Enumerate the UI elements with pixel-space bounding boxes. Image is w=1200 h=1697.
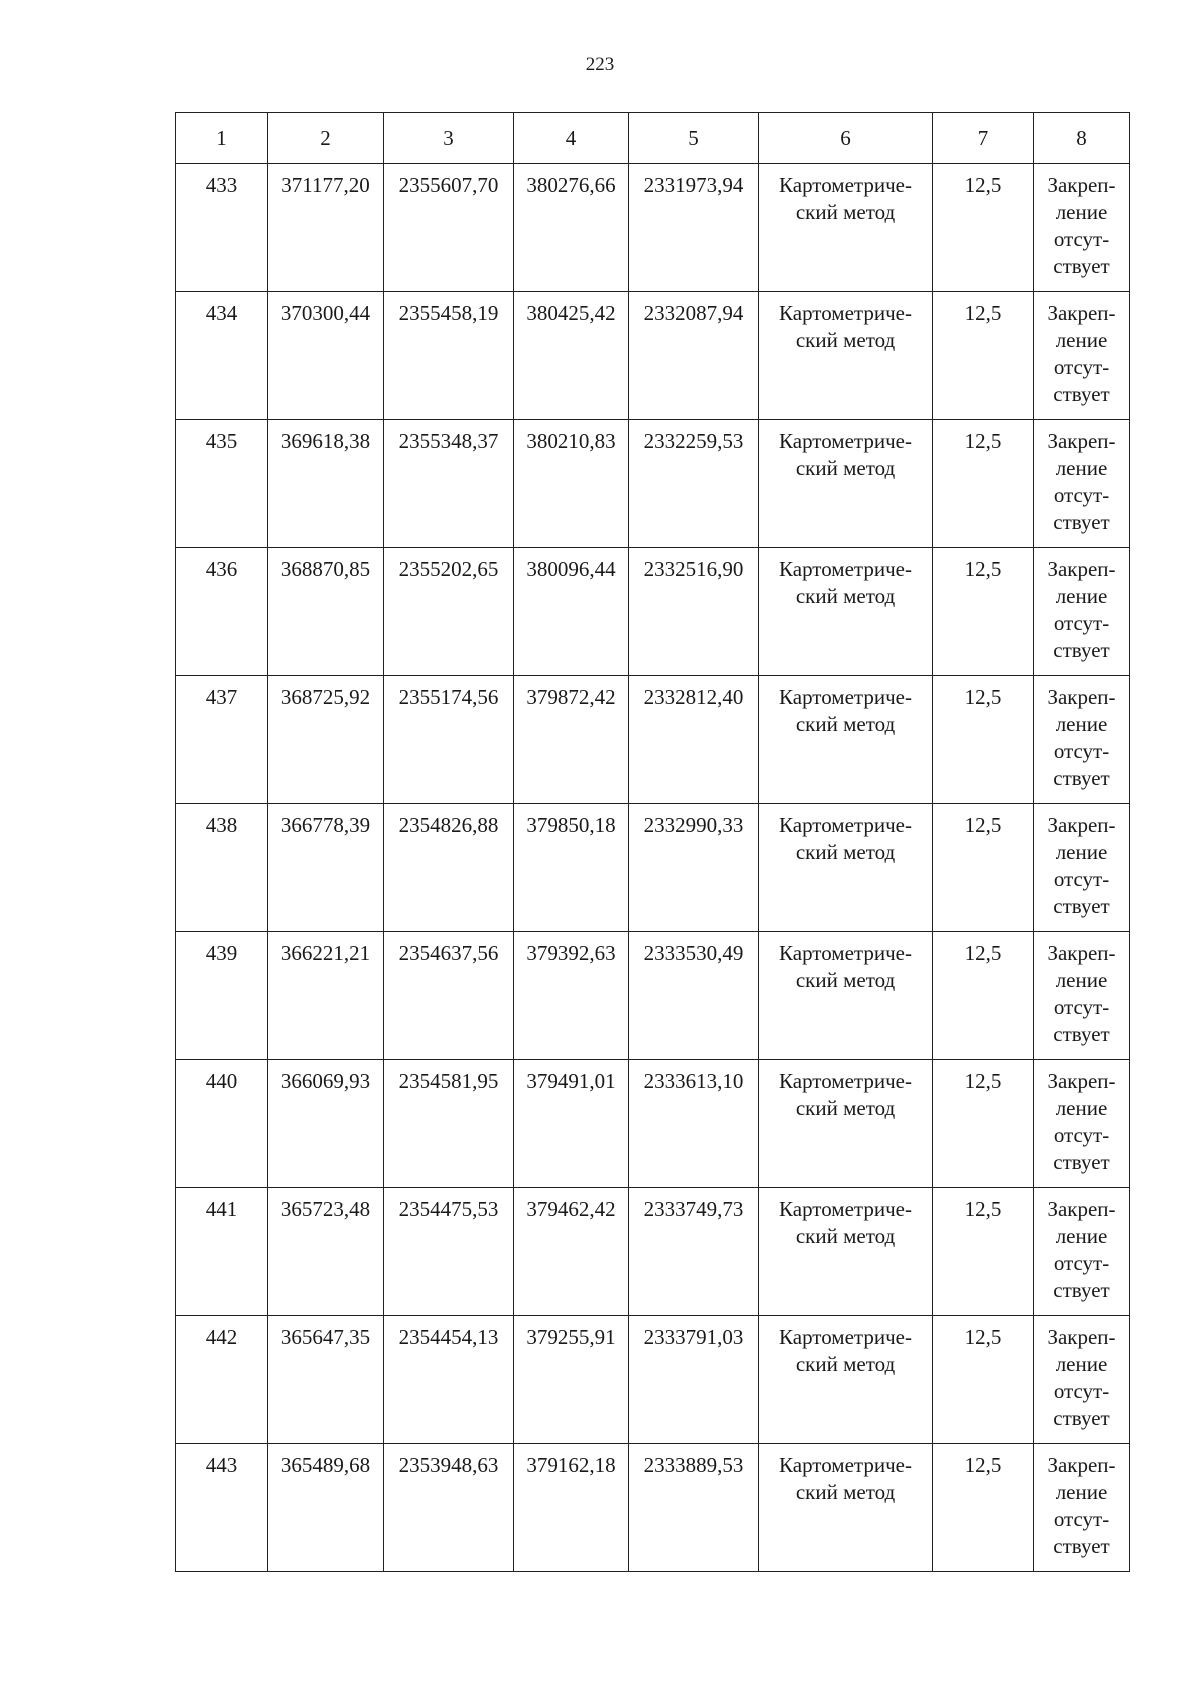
coord-y-new: 2333749,73 (629, 1188, 759, 1316)
coord-y-new: 2332259,53 (629, 420, 759, 548)
fixation-cell (1034, 1316, 1130, 1444)
fixation-cell (1034, 676, 1130, 804)
coord-x-new: 379491,01 (514, 1060, 629, 1188)
fixation-cell (1034, 1444, 1130, 1572)
fixation-cell-line: Закреп- (1047, 429, 1116, 453)
table-body (176, 164, 1130, 1572)
fixation-cell-line: Закреп- (1047, 941, 1116, 965)
table-row (176, 1188, 1130, 1316)
fixation-cell-line: отсут- (1053, 227, 1110, 251)
method-cell-line: Картометриче- (779, 1325, 912, 1349)
coord-x-old: 368725,92 (268, 676, 384, 804)
fixation-cell-line: отсут- (1053, 1507, 1110, 1531)
method-cell-line: ский метод (795, 456, 896, 480)
fixation-cell-line: Закреп- (1047, 1069, 1116, 1093)
method-cell (759, 676, 933, 804)
accuracy-cell: 12,5 (933, 676, 1034, 804)
method-cell-line: Картометриче- (779, 173, 912, 197)
fixation-cell (1034, 1188, 1130, 1316)
column-header-4: 4 (514, 113, 629, 164)
fixation-cell-line: отсут- (1053, 355, 1110, 379)
point-number: 439 (176, 932, 268, 1060)
coord-x-old: 366778,39 (268, 804, 384, 932)
coord-y-old: 2354637,56 (384, 932, 514, 1060)
method-cell-line: Картометриче- (779, 429, 912, 453)
accuracy-cell: 12,5 (933, 804, 1034, 932)
point-number: 436 (176, 548, 268, 676)
column-header-6: 6 (759, 113, 933, 164)
coord-y-new: 2332087,94 (629, 292, 759, 420)
coord-y-new: 2333791,03 (629, 1316, 759, 1444)
coord-x-old: 365647,35 (268, 1316, 384, 1444)
fixation-cell-line: ствует (1053, 510, 1110, 534)
coord-x-new: 380096,44 (514, 548, 629, 676)
header-row (176, 113, 1130, 164)
fixation-cell-line: ствует (1053, 1150, 1110, 1174)
method-cell-line: Картометриче- (779, 813, 912, 837)
accuracy-cell: 12,5 (933, 164, 1034, 292)
fixation-cell-line: ствует (1053, 1534, 1110, 1558)
column-header-7: 7 (933, 113, 1034, 164)
table-row (176, 932, 1130, 1060)
fixation-cell-line: отсут- (1053, 867, 1110, 891)
coord-y-new: 2333613,10 (629, 1060, 759, 1188)
table-row (176, 1444, 1130, 1572)
coord-y-new: 2332516,90 (629, 548, 759, 676)
fixation-cell-line: ление (1055, 712, 1108, 736)
coord-y-old: 2355348,37 (384, 420, 514, 548)
table-header (176, 113, 1130, 164)
fixation-cell-line: ление (1055, 1352, 1108, 1376)
point-number: 440 (176, 1060, 268, 1188)
method-cell-line: Картометриче- (779, 301, 912, 325)
coord-x-old: 366221,21 (268, 932, 384, 1060)
coord-x-old: 365489,68 (268, 1444, 384, 1572)
page-number: 223 (585, 54, 615, 75)
fixation-cell-line: Закреп- (1047, 685, 1116, 709)
fixation-cell-line: ствует (1053, 766, 1110, 790)
table-row (176, 804, 1130, 932)
fixation-cell-line: ствует (1053, 382, 1110, 406)
method-cell-line: ский метод (795, 1224, 896, 1248)
method-cell-line: ский метод (795, 968, 896, 992)
fixation-cell-line: отсут- (1053, 995, 1110, 1019)
fixation-cell-line: ствует (1053, 1278, 1110, 1302)
method-cell-line: Картометриче- (779, 1197, 912, 1221)
fixation-cell-line: ление (1055, 584, 1108, 608)
method-cell (759, 1316, 933, 1444)
table-row (176, 164, 1130, 292)
accuracy-cell: 12,5 (933, 1444, 1034, 1572)
fixation-cell-line: Закреп- (1047, 1197, 1116, 1221)
coord-x-new: 380276,66 (514, 164, 629, 292)
fixation-cell-line: Закреп- (1047, 1453, 1116, 1477)
coord-x-new: 379872,42 (514, 676, 629, 804)
fixation-cell (1034, 420, 1130, 548)
fixation-cell-line: Закреп- (1047, 1325, 1116, 1349)
fixation-cell-line: отсут- (1053, 1251, 1110, 1275)
fixation-cell-line: отсут- (1053, 739, 1110, 763)
accuracy-cell: 12,5 (933, 1316, 1034, 1444)
fixation-cell-line: ствует (1053, 894, 1110, 918)
coord-x-old: 370300,44 (268, 292, 384, 420)
point-number: 435 (176, 420, 268, 548)
method-cell (759, 932, 933, 1060)
accuracy-cell: 12,5 (933, 548, 1034, 676)
fixation-cell-line: Закреп- (1047, 301, 1116, 325)
method-cell-line: ский метод (795, 840, 896, 864)
method-cell-line: Картометриче- (779, 941, 912, 965)
method-cell (759, 804, 933, 932)
accuracy-cell: 12,5 (933, 420, 1034, 548)
coord-x-new: 380210,83 (514, 420, 629, 548)
column-header-5: 5 (629, 113, 759, 164)
coord-y-new: 2332812,40 (629, 676, 759, 804)
fixation-cell-line: ление (1055, 200, 1108, 224)
table-row (176, 548, 1130, 676)
fixation-cell-line: ствует (1053, 1406, 1110, 1430)
coord-y-old: 2355607,70 (384, 164, 514, 292)
method-cell-line: Картометриче- (779, 557, 912, 581)
column-header-2: 2 (268, 113, 384, 164)
method-cell-line: ский метод (795, 1352, 896, 1376)
fixation-cell-line: ствует (1053, 638, 1110, 662)
point-number: 441 (176, 1188, 268, 1316)
coord-y-old: 2354826,88 (384, 804, 514, 932)
coord-x-new: 379462,42 (514, 1188, 629, 1316)
coord-y-old: 2355202,65 (384, 548, 514, 676)
coord-y-old: 2354475,53 (384, 1188, 514, 1316)
column-header-8: 8 (1034, 113, 1130, 164)
fixation-cell (1034, 164, 1130, 292)
accuracy-cell: 12,5 (933, 1060, 1034, 1188)
coord-y-old: 2354581,95 (384, 1060, 514, 1188)
column-header-1: 1 (176, 113, 268, 164)
coord-x-new: 379255,91 (514, 1316, 629, 1444)
method-cell (759, 292, 933, 420)
coord-y-new: 2333530,49 (629, 932, 759, 1060)
coord-y-new: 2332990,33 (629, 804, 759, 932)
column-header-3: 3 (384, 113, 514, 164)
method-cell (759, 420, 933, 548)
fixation-cell (1034, 292, 1130, 420)
fixation-cell-line: Закреп- (1047, 173, 1116, 197)
point-number: 434 (176, 292, 268, 420)
fixation-cell-line: ление (1055, 840, 1108, 864)
fixation-cell-line: отсут- (1053, 611, 1110, 635)
coord-y-old: 2353948,63 (384, 1444, 514, 1572)
coord-y-new: 2331973,94 (629, 164, 759, 292)
coord-x-old: 371177,20 (268, 164, 384, 292)
method-cell-line: ский метод (795, 328, 896, 352)
fixation-cell-line: отсут- (1053, 483, 1110, 507)
method-cell-line: Картометриче- (779, 1453, 912, 1477)
coord-y-old: 2355458,19 (384, 292, 514, 420)
method-cell (759, 164, 933, 292)
table-row (176, 1316, 1130, 1444)
coord-x-old: 368870,85 (268, 548, 384, 676)
fixation-cell-line: ление (1055, 968, 1108, 992)
method-cell (759, 1444, 933, 1572)
fixation-cell-line: ление (1055, 328, 1108, 352)
method-cell-line: ский метод (795, 1096, 896, 1120)
accuracy-cell: 12,5 (933, 1188, 1034, 1316)
fixation-cell (1034, 804, 1130, 932)
method-cell-line: ский метод (795, 584, 896, 608)
coord-y-old: 2355174,56 (384, 676, 514, 804)
coord-x-new: 379850,18 (514, 804, 629, 932)
point-number: 433 (176, 164, 268, 292)
table-row (176, 292, 1130, 420)
fixation-cell-line: отсут- (1053, 1379, 1110, 1403)
method-cell (759, 548, 933, 676)
fixation-cell-line: Закреп- (1047, 813, 1116, 837)
coord-x-new: 379392,63 (514, 932, 629, 1060)
fixation-cell (1034, 932, 1130, 1060)
fixation-cell-line: отсут- (1053, 1123, 1110, 1147)
coord-x-old: 369618,38 (268, 420, 384, 548)
coordinates-table (175, 112, 1130, 1572)
coord-y-old: 2354454,13 (384, 1316, 514, 1444)
coord-x-old: 366069,93 (268, 1060, 384, 1188)
accuracy-cell: 12,5 (933, 932, 1034, 1060)
method-cell-line: Картометриче- (779, 685, 912, 709)
fixation-cell-line: ление (1055, 456, 1108, 480)
fixation-cell (1034, 1060, 1130, 1188)
table-row (176, 1060, 1130, 1188)
coord-y-new: 2333889,53 (629, 1444, 759, 1572)
point-number: 442 (176, 1316, 268, 1444)
point-number: 437 (176, 676, 268, 804)
method-cell (759, 1060, 933, 1188)
point-number: 438 (176, 804, 268, 932)
coord-x-new: 380425,42 (514, 292, 629, 420)
method-cell (759, 1188, 933, 1316)
fixation-cell-line: ствует (1053, 254, 1110, 278)
fixation-cell-line: Закреп- (1047, 557, 1116, 581)
method-cell-line: ский метод (795, 1480, 896, 1504)
fixation-cell-line: ление (1055, 1224, 1108, 1248)
coord-x-old: 365723,48 (268, 1188, 384, 1316)
method-cell-line: Картометриче- (779, 1069, 912, 1093)
coord-x-new: 379162,18 (514, 1444, 629, 1572)
accuracy-cell: 12,5 (933, 292, 1034, 420)
fixation-cell (1034, 548, 1130, 676)
method-cell-line: ский метод (795, 200, 896, 224)
table-row (176, 420, 1130, 548)
table-row (176, 676, 1130, 804)
point-number: 443 (176, 1444, 268, 1572)
fixation-cell-line: ствует (1053, 1022, 1110, 1046)
fixation-cell-line: ление (1055, 1480, 1108, 1504)
fixation-cell-line: ление (1055, 1096, 1108, 1120)
method-cell-line: ский метод (795, 712, 896, 736)
